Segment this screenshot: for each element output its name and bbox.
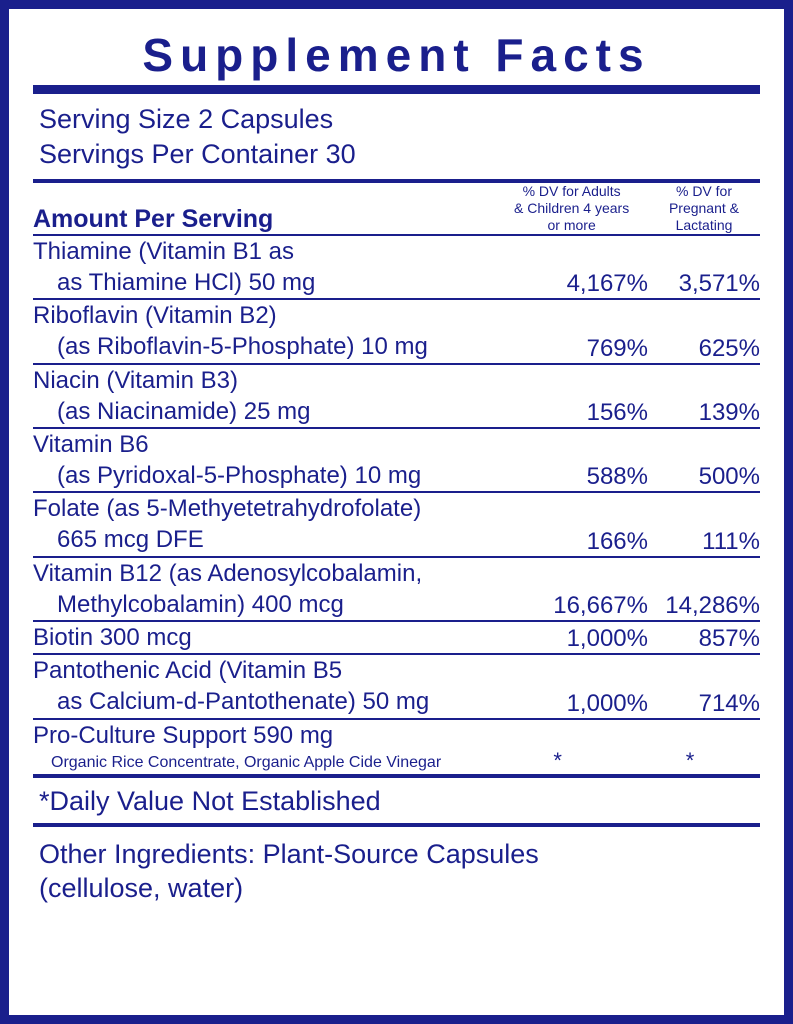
nutrient-sub-ingredients: Organic Rice Concentrate, Organic Apple Cide Vinegar [51,753,442,771]
nutrient-name-line1: Niacin (Vitamin B3) [33,366,238,394]
serving-info [33,94,760,179]
dv-pregnant-value: 500% [698,463,760,491]
header-dv-pregnant-line1: % DV for [675,183,732,200]
table-row [33,655,760,717]
table-row [33,365,760,427]
nutrient-name-line2: (as Niacinamide) 25 mg [57,397,311,425]
nutrient-name [33,365,495,427]
table-row [33,493,760,555]
nutrient-name-line2: as Calcium-d-Pantothenate) 50 mg [57,688,430,716]
dv-pregnant-value: 111% [702,527,760,555]
nutrient-name-line1: Riboflavin (Vitamin B2) [33,302,277,330]
other-ingredients [33,827,760,905]
nutrition-table [33,183,760,773]
dv-adults-value: 156% [586,398,648,426]
dv-pregnant-value: 857% [698,625,760,653]
dv-pregnant-value: * [685,747,695,773]
daily-value-note: *Daily Value Not Established [39,785,381,816]
dv-adults-value: 588% [586,463,648,491]
nutrient-name-line2: 665 mcg DFE [57,526,204,554]
nutrient-name [33,300,495,362]
table-row [33,429,760,491]
table-row [33,236,760,298]
table-row [33,622,760,653]
nutrient-name [33,558,495,620]
other-ingredients-line1: Other Ingredients: Plant-Source Capsules [39,838,539,869]
nutrient-name-line1: Vitamin B6 [33,430,149,458]
nutrient-name-line1: Thiamine (Vitamin B1 as [33,237,294,265]
nutrient-name [33,720,495,774]
dv-pregnant-value: 625% [698,334,760,362]
dv-adults-value: 1,000% [566,689,648,717]
nutrient-name-line2: (as Pyridoxal-5-Phosphate) 10 mg [57,462,422,490]
other-ingredients-line2: (cellulose, water) [39,872,244,903]
dv-pregnant-value: 14,286% [665,592,760,620]
title-divider [33,85,760,94]
dv-adults-value: 769% [586,334,648,362]
nutrient-name-line2: as Thiamine HCl) 50 mg [57,268,316,296]
page-title: Supplement Facts [142,29,651,81]
dv-adults-value: 1,000% [566,625,648,653]
dv-pregnant-value: 139% [698,398,760,426]
dv-adults-value: 166% [586,527,648,555]
dv-adults-value: * [553,747,562,773]
nutrient-name-line2: (as Riboflavin-5-Phosphate) 10 mg [57,333,428,361]
header-dv-adults-line1: % DV for Adults [522,183,621,200]
nutrient-name-line1: Pantothenic Acid (Vitamin B5 [33,657,343,685]
nutrient-name-line1: Folate (as 5-Methyetetrahydrofolate) [33,495,422,523]
header-dv-pregnant-line2: Pregnant & [668,200,740,217]
nutrient-name-line1: Pro-Culture Support 590 mg [33,721,334,749]
nutrient-name-line1: Vitamin B12 (as Adenosylcobalamin, [33,559,423,587]
header-amount-per-serving: Amount Per Serving [33,204,274,233]
dv-pregnant-value: 714% [698,689,760,717]
serving-size: Serving Size 2 Capsules [39,104,334,135]
servings-per-container: Servings Per Container 30 [39,138,356,169]
nutrient-name [33,493,495,555]
nutrient-name [33,622,495,653]
header-dv-pregnant [648,183,760,233]
header-dv-adults-line2: & Children 4 years [514,200,630,217]
nutrient-name [33,655,495,717]
table-row [33,558,760,620]
nutrient-name-line2: Methylcobalamin) 400 mcg [57,590,344,618]
dv-adults-value: 4,167% [566,270,648,298]
table-header-row [33,183,760,233]
header-dv-pregnant-line3: Lactating [675,216,733,233]
dv-pregnant-value: 3,571% [678,270,760,298]
nutrient-name [33,236,495,298]
dv-adults-value: 16,667% [553,592,648,620]
header-dv-adults [495,183,648,233]
nutrient-name [33,429,495,491]
table-row [33,720,760,774]
header-dv-adults-line3: or more [547,216,596,233]
table-row [33,300,760,362]
nutrient-name-line1: Biotin 300 mcg [33,624,192,652]
